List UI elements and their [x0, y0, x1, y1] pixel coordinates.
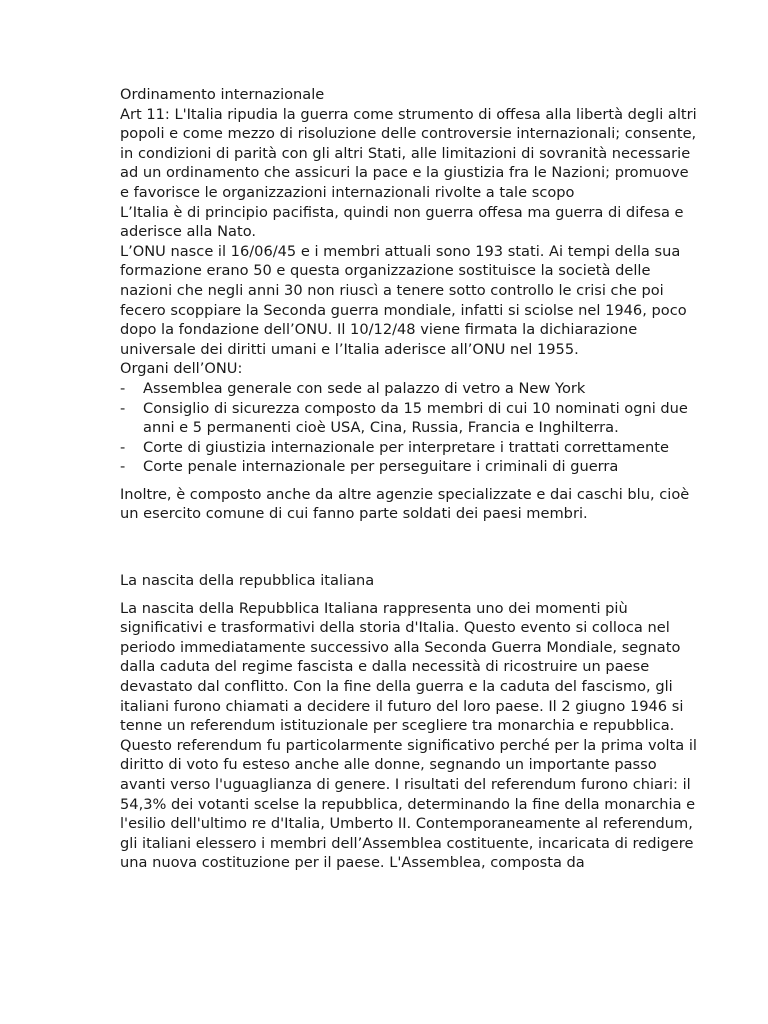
onu-paragraph: L’ONU nasce il 16/06/45 e i membri attuali sono 193 stati. Ai tempi della sua formazione erano 50 e questa organizzazione sostituisce la società delle nazioni che negli anni 30 non riuscì a tenere sotto controllo le crisi che poi fecero scoppiare la Seconda guerra mondiale, infatti si sciolse nel 1946, poco dopo la fondazione dell’ONU. Il 10/12/48 viene firmata la dichiarazione universale dei diritti umani e l’Italia aderisce all’ONU nel 1955. — [120, 242, 687, 358]
organs-heading: Organi dell’ONU: — [120, 360, 243, 378]
list-dash: - — [120, 399, 126, 417]
article-11-paragraph: Art 11: L'Italia ripudia la guerra come strumento di offesa alla libertà degli altri popoli e come mezzo di risoluzione delle controversie internazionali; consente, in condizioni di parità con gli altri Stati, alle limitazioni di sovranità necessarie ad un ordinamento che assicuri la pace e la giustizia fra le Nazioni; promuove e favorisce le organizzazioni internazionali rivolte a tale scopo — [120, 105, 697, 201]
section-heading-republic-birth: La nascita della repubblica italiana — [120, 572, 375, 590]
list-item-text: Corte penale internazionale per perseguitare i criminali di guerra — [143, 458, 619, 476]
list-dash: - — [120, 438, 126, 456]
document-content — [120, 85, 700, 873]
section-heading-international-order: Ordinamento internazionale — [120, 86, 325, 103]
list-item-text: Corte di giustizia internazionale per interpretare i trattati correttamente — [143, 438, 669, 456]
pacifist-paragraph: L’Italia è di principio pacifista, quindi non guerra offesa ma guerra di difesa e aderisce alla Nato. — [120, 203, 684, 241]
republic-birth-paragraph: La nascita della Repubblica Italiana rappresenta uno dei momenti più significativi e trasformativi della storia d'Italia. Questo evento si colloca nel periodo immediatamente successivo alla Seconda Guerra Mondiale, segnato dalla caduta del regime fascista e dalla necessità di ricostruire un paese devastato dal conflitto. Con la fine della guerra e la caduta del fascismo, gli italiani furono chiamati a decidere il futuro del loro paese. Il 2 giugno 1946 si tenne un referendum istituzionale per scegliere tra monarchia e repubblica. Questo referendum fu particolarmente significativo perché per la prima volta il diritto di voto fu esteso anche alle donne, segnando un importante passo avanti verso l'uguaglianza di genere. I risultati del referendum furono chiari: il 54,3% dei votanti scelse la repubblica, determinando la fine della monarchia e l'esilio dell'ultimo re d'Italia, Umberto II. Contemporaneamente al referendum, gli italiani elessero i membri dell’Assemblea costituente, incaricata di redigere una nuova costituzione per il paese. L'Assemblea, composta da — [120, 599, 697, 872]
organs-list — [120, 379, 700, 477]
list-item-text: Assemblea generale con sede al palazzo di vetro a New York — [143, 379, 586, 397]
list-item — [120, 438, 700, 458]
list-item — [120, 399, 700, 438]
list-item — [120, 379, 700, 399]
agencies-paragraph: Inoltre, è composto anche da altre agenzie specializzate e dai caschi blu, cioè un esercito comune di cui fanno parte soldati dei paesi membri. — [120, 485, 690, 523]
list-item — [120, 457, 700, 477]
list-dash: - — [120, 379, 126, 397]
list-item-text: Consiglio di sicurezza composto da 15 membri di cui 10 nominati ogni due anni e 5 permanenti cioè USA, Cina, Russia, Francia e Inghilterra. — [143, 399, 688, 437]
list-dash: - — [120, 458, 126, 476]
